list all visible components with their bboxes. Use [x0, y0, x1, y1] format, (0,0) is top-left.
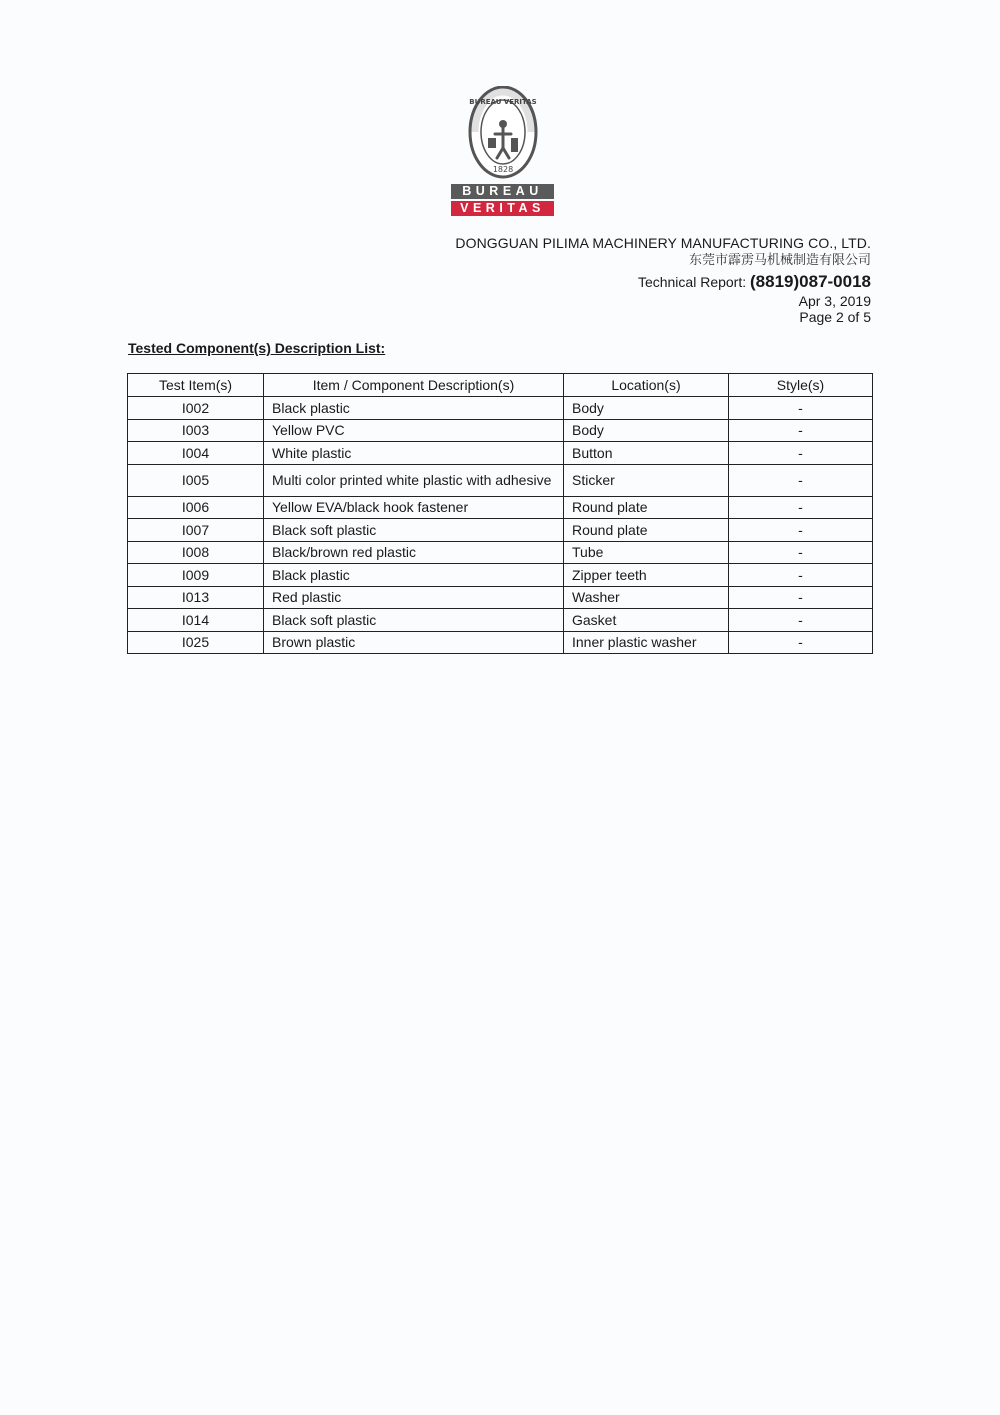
test-item-cell: I014	[128, 609, 264, 632]
table-row	[128, 496, 873, 519]
test-item-cell: I004	[128, 442, 264, 465]
test-item-cell: I025	[128, 631, 264, 654]
location-cell: Body	[564, 419, 729, 442]
location-cell: Inner plastic washer	[564, 631, 729, 654]
test-item-cell: I013	[128, 586, 264, 609]
test-item-cell: I005	[128, 464, 264, 496]
style-cell: -	[729, 496, 873, 519]
table-row	[128, 464, 873, 496]
logo-bar-veritas: VERITAS	[451, 201, 554, 216]
location-cell: Round plate	[564, 496, 729, 519]
bureau-veritas-seal-icon	[468, 86, 538, 182]
table-row	[128, 631, 873, 654]
style-cell: -	[729, 586, 873, 609]
svg-text:BUREAU VERITAS: BUREAU VERITAS	[469, 98, 537, 106]
report-date: Apr 3, 2019	[798, 293, 871, 309]
svg-text:1828: 1828	[492, 165, 514, 174]
location-cell: Gasket	[564, 609, 729, 632]
table-row	[128, 609, 873, 632]
technical-report-number: (8819)087-0018	[750, 272, 871, 291]
technical-report-label: Technical Report:	[637, 274, 747, 290]
technical-report-line	[455, 271, 871, 293]
test-item-cell: I007	[128, 519, 264, 542]
header-location: Location(s)	[564, 374, 729, 397]
style-cell: -	[729, 541, 873, 564]
report-header	[455, 235, 871, 325]
table-row	[128, 397, 873, 420]
description-cell: Black soft plastic	[264, 519, 564, 542]
description-cell: Brown plastic	[264, 631, 564, 654]
section-title: Tested Component(s) Description List:	[128, 340, 386, 356]
style-cell: -	[729, 464, 873, 496]
description-cell: Black plastic	[264, 397, 564, 420]
description-cell: White plastic	[264, 442, 564, 465]
company-name: DONGGUAN PILIMA MACHINERY MANUFACTURING CO., LTD.	[455, 235, 871, 251]
header-description: Item / Component Description(s)	[264, 374, 564, 397]
test-item-cell: I009	[128, 564, 264, 587]
table-row	[128, 586, 873, 609]
location-cell: Tube	[564, 541, 729, 564]
test-item-cell: I002	[128, 397, 264, 420]
logo-bar-bureau: BUREAU	[451, 184, 554, 199]
style-cell: -	[729, 564, 873, 587]
bureau-veritas-logo	[451, 86, 555, 218]
description-cell: Black/brown red plastic	[264, 541, 564, 564]
location-cell: Button	[564, 442, 729, 465]
style-cell: -	[729, 442, 873, 465]
style-cell: -	[729, 631, 873, 654]
location-cell: Body	[564, 397, 729, 420]
description-cell: Yellow PVC	[264, 419, 564, 442]
description-cell: Multi color printed white plastic with adhesive	[264, 464, 564, 496]
location-cell: Zipper teeth	[564, 564, 729, 587]
table-row	[128, 442, 873, 465]
table-row	[128, 541, 873, 564]
header-style: Style(s)	[729, 374, 873, 397]
description-cell: Black plastic	[264, 564, 564, 587]
location-cell: Washer	[564, 586, 729, 609]
style-cell: -	[729, 397, 873, 420]
table-row	[128, 419, 873, 442]
table-row	[128, 519, 873, 542]
style-cell: -	[729, 419, 873, 442]
description-cell: Red plastic	[264, 586, 564, 609]
table-header-row	[128, 374, 873, 397]
header-test-items: Test Item(s)	[128, 374, 264, 397]
test-item-cell: I003	[128, 419, 264, 442]
table-row	[128, 564, 873, 587]
style-cell: -	[729, 609, 873, 632]
components-table	[127, 373, 873, 654]
style-cell: -	[729, 519, 873, 542]
page-number: Page 2 of 5	[799, 309, 871, 325]
description-cell: Black soft plastic	[264, 609, 564, 632]
location-cell: Round plate	[564, 519, 729, 542]
company-name-chinese: 东莞市霹雳马机械制造有限公司	[688, 253, 871, 268]
description-cell: Yellow EVA/black hook fastener	[264, 496, 564, 519]
test-item-cell: I006	[128, 496, 264, 519]
test-item-cell: I008	[128, 541, 264, 564]
location-cell: Sticker	[564, 464, 729, 496]
